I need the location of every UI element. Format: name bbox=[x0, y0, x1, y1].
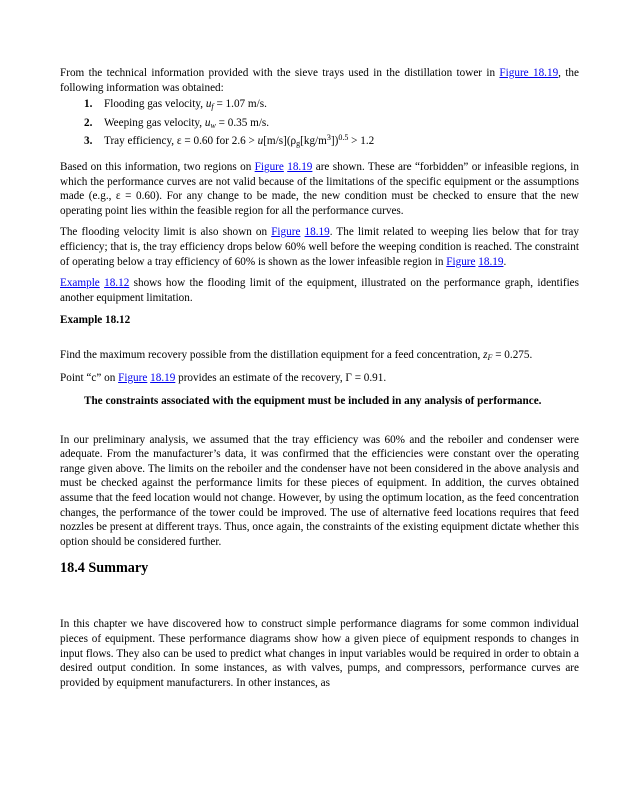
figure-link-number[interactable]: 18.19 bbox=[150, 371, 176, 384]
paragraph-text: Based on this information, two regions on bbox=[60, 160, 255, 173]
example-answer bbox=[60, 371, 579, 386]
list-text: [kg/m bbox=[300, 135, 327, 148]
superscript: 3 bbox=[326, 133, 331, 143]
figure-link-word[interactable]: Figure bbox=[254, 160, 284, 173]
paragraph-text: = 0.275. bbox=[492, 348, 533, 361]
variable: u bbox=[204, 116, 211, 129]
variable: u bbox=[257, 135, 264, 148]
variable: u bbox=[205, 98, 212, 111]
document-page bbox=[60, 66, 579, 690]
section-heading: 18.4 Summary bbox=[60, 560, 149, 577]
list-text: Tray efficiency, ε = 0.60 for 2.6 > bbox=[104, 135, 258, 148]
intro-text: From the technical information provided with the sieve trays used in the distillation tower in bbox=[60, 67, 500, 79]
example-reference-paragraph bbox=[60, 276, 579, 305]
list-text: > 1.2 bbox=[348, 135, 375, 148]
list-text: = 1.07 m/s. bbox=[213, 98, 267, 111]
list-number: 3. bbox=[84, 135, 93, 148]
exponent: 0.5 bbox=[338, 133, 349, 143]
list-text: ]) bbox=[330, 135, 339, 148]
figure-18-19-link[interactable]: Figure 18.19 bbox=[499, 67, 559, 79]
summary-paragraph: In this chapter we have discovered how to construct simple performance diagrams for some common individual pieces of equipment. These performance diagrams show how a given piece of equipment responds to changes in input flows. They also can be used to predict what changes in input variables would be required in order to obtain a desired output condition. In some instances, as with valves, pumps, and compressors, performance curves are provided by equipment manufacturers. In other instances, as bbox=[60, 618, 579, 689]
list-text: Flooding gas velocity, bbox=[104, 98, 206, 111]
obtained-list bbox=[60, 95, 579, 151]
paragraph-text: The flooding velocity limit is also shown on bbox=[60, 226, 272, 239]
variable-subscript: F bbox=[487, 352, 493, 362]
paragraph-text: Point “c” on bbox=[60, 371, 119, 384]
preliminary-paragraph: In our preliminary analysis, we assumed that the tray efficiency was 60% and the reboiler and condenser were adequate. From the manufacturer’s data, it was confirmed that the efficiencies were constant over the operating range given above. The limits on the reboiler and the condenser have not been considered in the above analysis and must be checked against the performance limits for these pieces of equipment. In addition, the curves obtained assume that the feed location would not change. However, by using the optimum location, as the feed concentration changes, the performance of the tower could be improved. The use of alternative feed locations requires that feed nozzles be present at different trays. Thus, once again, the constraints of the existing equipment dictate whether this option should be considered further. bbox=[60, 433, 579, 548]
variable-subscript: g bbox=[296, 139, 301, 149]
figure-link-word[interactable]: Figure bbox=[118, 371, 148, 384]
figure-link-number[interactable]: 18.19 bbox=[287, 160, 313, 173]
figure-link-number[interactable]: 18.19 bbox=[304, 226, 330, 239]
example-problem bbox=[60, 348, 579, 363]
figure-link-word[interactable]: Figure bbox=[271, 226, 301, 239]
paragraph-text: are shown. These are “forbidden” or infeasible regions, in which the performance curves are not valid because of the limitations of the specific equipment or the assumptions made (e.g., ε = 0.60). For any change to be made, the new condition must be checked to ensure that the new operating point lies within the feasible region for all the performance curves. bbox=[60, 160, 580, 217]
list-item bbox=[60, 114, 579, 133]
variable-subscript: f bbox=[211, 102, 214, 112]
figure-link-number[interactable]: 18.19 bbox=[478, 255, 504, 268]
list-item bbox=[60, 132, 579, 151]
constraints-note: The constraints associated with the equipment must be included in any analysis of performance. bbox=[84, 395, 542, 408]
example-link-number[interactable]: 18.12 bbox=[104, 277, 130, 290]
variable-subscript: w bbox=[210, 120, 216, 130]
figure-link-word[interactable]: Figure bbox=[446, 255, 476, 268]
list-number: 1. bbox=[84, 98, 93, 111]
paragraph-text: . bbox=[503, 255, 507, 268]
intro-text-end: , the following information was obtained: bbox=[60, 67, 579, 94]
list-number: 2. bbox=[84, 116, 93, 129]
flooding-paragraph bbox=[60, 225, 579, 269]
list-text: [m/s](ρ bbox=[263, 135, 297, 148]
paragraph-text: . The limit related to weeping lies below that for tray efficiency; that is, the tray efficiency drops below 60% well before the weeping condition is reached. The constraint of operating below a tray efficiency of 60% is shown as the lower infeasible region in bbox=[60, 226, 579, 268]
paragraph-text: provides an estimate of the recovery, Γ = 0.91. bbox=[175, 371, 387, 384]
intro-paragraph bbox=[60, 66, 579, 95]
paragraph-text: shows how the flooding limit of the equipment, illustrated on the performance graph, identifies another equipment limitation. bbox=[60, 277, 579, 304]
variable: z bbox=[483, 348, 488, 361]
list-text: Weeping gas velocity, bbox=[104, 116, 205, 129]
example-title: Example 18.12 bbox=[60, 314, 131, 327]
list-item bbox=[60, 95, 579, 114]
list-text: = 0.35 m/s. bbox=[215, 116, 270, 129]
example-link-word[interactable]: Example bbox=[60, 277, 100, 290]
regions-paragraph bbox=[60, 160, 579, 218]
paragraph-text: Find the maximum recovery possible from the distillation equipment for a feed concentration, bbox=[60, 348, 484, 361]
